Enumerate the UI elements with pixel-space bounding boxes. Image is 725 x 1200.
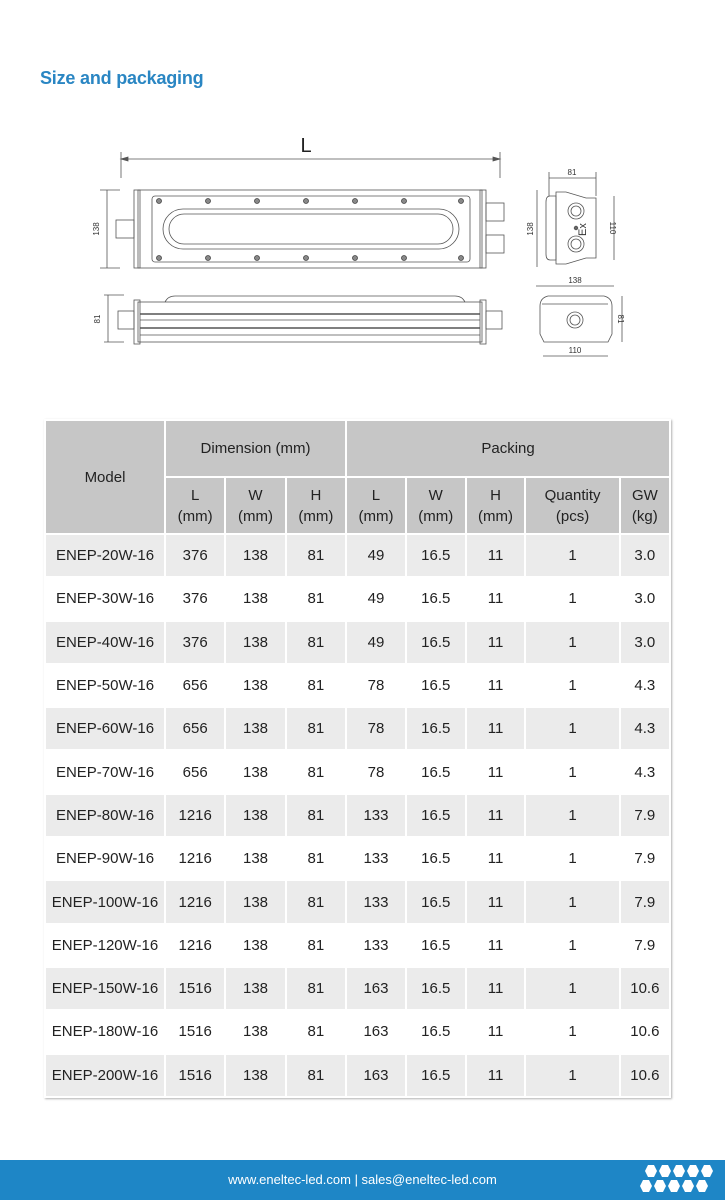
cell-dl: 1216	[166, 881, 224, 922]
side-height-label: 81	[93, 314, 102, 324]
table-row	[46, 1011, 669, 1052]
cell-dh: 81	[287, 925, 345, 966]
table-row	[46, 1055, 669, 1096]
header-unit: (kg)	[631, 507, 658, 525]
cell-model: ENEP-80W-16	[46, 795, 164, 836]
header-dimension: Dimension (mm)	[166, 421, 345, 476]
header-dim-w	[226, 478, 284, 533]
cell-dw: 138	[226, 838, 284, 879]
cell-ph: 11	[467, 751, 525, 792]
cell-dw: 138	[226, 535, 284, 576]
footer-bar	[0, 1160, 725, 1200]
table-row	[46, 925, 669, 966]
cell-ph: 11	[467, 925, 525, 966]
cell-pw: 16.5	[407, 795, 465, 836]
cell-pl: 163	[347, 1055, 405, 1096]
cell-dh: 81	[287, 708, 345, 749]
cell-ph: 11	[467, 968, 525, 1009]
cell-dh: 81	[287, 622, 345, 663]
cell-dl: 1516	[166, 1011, 224, 1052]
cell-gw: 3.0	[621, 578, 669, 619]
cell-dl: 1216	[166, 795, 224, 836]
header-label: L	[371, 486, 381, 504]
header-dim-h	[287, 478, 345, 533]
cell-model: ENEP-90W-16	[46, 838, 164, 879]
cell-pl: 49	[347, 578, 405, 619]
cell-dw: 138	[226, 622, 284, 663]
cell-gw: 7.9	[621, 925, 669, 966]
cell-dl: 376	[166, 622, 224, 663]
cell-dl: 656	[166, 751, 224, 792]
header-unit: (pcs)	[555, 507, 590, 525]
cell-ph: 11	[467, 1011, 525, 1052]
header-dim-l	[166, 478, 224, 533]
cell-model: ENEP-180W-16	[46, 1011, 164, 1052]
header-unit: (mm)	[298, 507, 334, 525]
header-label: W	[248, 486, 263, 504]
cell-ph: 11	[467, 622, 525, 663]
cell-qty: 1	[526, 751, 618, 792]
cell-model: ENEP-70W-16	[46, 751, 164, 792]
cell-gw: 4.3	[621, 665, 669, 706]
cell-dw: 138	[226, 1011, 284, 1052]
cell-dh: 81	[287, 578, 345, 619]
bottom-end-view	[536, 276, 625, 356]
cell-pl: 133	[347, 795, 405, 836]
cell-dh: 81	[287, 795, 345, 836]
end-top-width-label: 81	[567, 168, 577, 177]
cell-pl: 133	[347, 838, 405, 879]
front-view	[92, 190, 504, 268]
cell-gw: 4.3	[621, 751, 669, 792]
cell-dh: 81	[287, 535, 345, 576]
header-pack-h	[467, 478, 525, 533]
cell-qty: 1	[526, 881, 618, 922]
cell-pw: 16.5	[407, 881, 465, 922]
cell-dl: 656	[166, 665, 224, 706]
cell-pw: 16.5	[407, 665, 465, 706]
table-row	[46, 578, 669, 619]
cell-model: ENEP-20W-16	[46, 535, 164, 576]
header-gw	[621, 478, 669, 533]
cell-gw: 10.6	[621, 1055, 669, 1096]
cell-ph: 11	[467, 838, 525, 879]
cell-pw: 16.5	[407, 838, 465, 879]
end-right-height-label: 110	[608, 221, 617, 235]
size-packaging-table-container	[46, 419, 671, 1098]
cell-dh: 81	[287, 1011, 345, 1052]
header-unit: (mm)	[478, 507, 514, 525]
cell-model: ENEP-150W-16	[46, 968, 164, 1009]
header-quantity	[526, 478, 618, 533]
cell-gw: 3.0	[621, 622, 669, 663]
header-unit: (mm)	[358, 507, 394, 525]
cell-dl: 656	[166, 708, 224, 749]
cell-pw: 16.5	[407, 1011, 465, 1052]
header-label: Quantity	[544, 486, 601, 504]
front-height-label: 138	[92, 222, 101, 236]
cell-ph: 11	[467, 578, 525, 619]
cell-pl: 49	[347, 535, 405, 576]
cell-pw: 16.5	[407, 1055, 465, 1096]
cell-dw: 138	[226, 925, 284, 966]
cell-dh: 81	[287, 1055, 345, 1096]
cell-qty: 1	[526, 1011, 618, 1052]
cell-pl: 78	[347, 708, 405, 749]
length-label: L	[300, 135, 312, 157]
bottom-top-width-label: 138	[568, 276, 582, 285]
cell-pl: 133	[347, 881, 405, 922]
cell-gw: 7.9	[621, 795, 669, 836]
cell-pw: 16.5	[407, 708, 465, 749]
cell-gw: 10.6	[621, 1011, 669, 1052]
cell-gw: 3.0	[621, 535, 669, 576]
hexagon-cluster-logo-icon	[639, 1164, 719, 1196]
cell-dh: 81	[287, 665, 345, 706]
cell-gw: 7.9	[621, 881, 669, 922]
cell-model: ENEP-120W-16	[46, 925, 164, 966]
cell-qty: 1	[526, 1055, 618, 1096]
dimension-drawing	[0, 120, 725, 390]
table-row	[46, 665, 669, 706]
ex-mark: Ex	[577, 223, 589, 236]
length-dimension	[121, 135, 500, 178]
cell-dh: 81	[287, 838, 345, 879]
cell-pw: 16.5	[407, 751, 465, 792]
cell-gw: 10.6	[621, 968, 669, 1009]
header-label: H	[310, 486, 322, 504]
cell-model: ENEP-30W-16	[46, 578, 164, 619]
bottom-bottom-width-label: 110	[568, 346, 582, 355]
table-row	[46, 795, 669, 836]
cell-ph: 11	[467, 535, 525, 576]
cell-dh: 81	[287, 968, 345, 1009]
cell-qty: 1	[526, 968, 618, 1009]
cell-ph: 11	[467, 795, 525, 836]
header-label: L	[191, 486, 200, 504]
cell-pw: 16.5	[407, 535, 465, 576]
cell-dw: 138	[226, 968, 284, 1009]
cell-model: ENEP-60W-16	[46, 708, 164, 749]
cell-model: ENEP-100W-16	[46, 881, 164, 922]
cell-qty: 1	[526, 925, 618, 966]
cell-dw: 138	[226, 578, 284, 619]
page-title: Size and packaging	[40, 68, 204, 88]
cell-gw: 4.3	[621, 708, 669, 749]
cell-dl: 1516	[166, 968, 224, 1009]
cell-dh: 81	[287, 881, 345, 922]
header-model: Model	[46, 421, 164, 533]
header-pack-w	[407, 478, 465, 533]
header-label: H	[490, 486, 501, 504]
cell-pl: 78	[347, 751, 405, 792]
footer-contact: www.eneltec-led.com | sales@eneltec-led.com	[228, 1172, 497, 1187]
header-unit: (mm)	[177, 507, 213, 525]
cell-qty: 1	[526, 665, 618, 706]
cell-dw: 138	[226, 795, 284, 836]
cell-dw: 138	[226, 751, 284, 792]
cell-model: ENEP-200W-16	[46, 1055, 164, 1096]
header-label: GW	[631, 486, 658, 504]
table-row	[46, 535, 669, 576]
cell-dw: 138	[226, 708, 284, 749]
cell-ph: 11	[467, 708, 525, 749]
cell-ph: 11	[467, 665, 525, 706]
cell-dl: 376	[166, 535, 224, 576]
cell-pl: 133	[347, 925, 405, 966]
header-packing: Packing	[347, 421, 669, 476]
cell-pw: 16.5	[407, 578, 465, 619]
cell-dh: 81	[287, 751, 345, 792]
cell-dw: 138	[226, 881, 284, 922]
cell-model: ENEP-40W-16	[46, 622, 164, 663]
cell-pw: 16.5	[407, 622, 465, 663]
cell-qty: 1	[526, 622, 618, 663]
table-row	[46, 838, 669, 879]
table-row	[46, 968, 669, 1009]
side-view	[93, 295, 502, 344]
cell-gw: 7.9	[621, 838, 669, 879]
cell-dl: 1516	[166, 1055, 224, 1096]
table-row	[46, 881, 669, 922]
cell-pl: 163	[347, 968, 405, 1009]
cell-dw: 138	[226, 665, 284, 706]
cell-model: ENEP-50W-16	[46, 665, 164, 706]
cell-qty: 1	[526, 708, 618, 749]
header-unit: (mm)	[238, 507, 273, 525]
end-view	[526, 168, 617, 267]
cell-pl: 78	[347, 665, 405, 706]
cell-qty: 1	[526, 838, 618, 879]
cell-dl: 376	[166, 578, 224, 619]
cell-ph: 11	[467, 881, 525, 922]
size-packaging-table	[44, 419, 671, 1098]
table-row	[46, 708, 669, 749]
cell-pw: 16.5	[407, 968, 465, 1009]
cell-qty: 1	[526, 578, 618, 619]
cell-ph: 11	[467, 1055, 525, 1096]
end-left-height-label: 138	[526, 222, 535, 236]
table-row	[46, 622, 669, 663]
cell-pl: 49	[347, 622, 405, 663]
cell-dw: 138	[226, 1055, 284, 1096]
cell-pw: 16.5	[407, 925, 465, 966]
cell-qty: 1	[526, 535, 618, 576]
cell-qty: 1	[526, 795, 618, 836]
cell-dl: 1216	[166, 838, 224, 879]
header-label: W	[428, 486, 443, 504]
header-unit: (mm)	[418, 507, 454, 525]
table-row	[46, 751, 669, 792]
header-pack-l	[347, 478, 405, 533]
cell-dl: 1216	[166, 925, 224, 966]
cell-pl: 163	[347, 1011, 405, 1052]
bottom-height-label: 81	[616, 314, 625, 324]
